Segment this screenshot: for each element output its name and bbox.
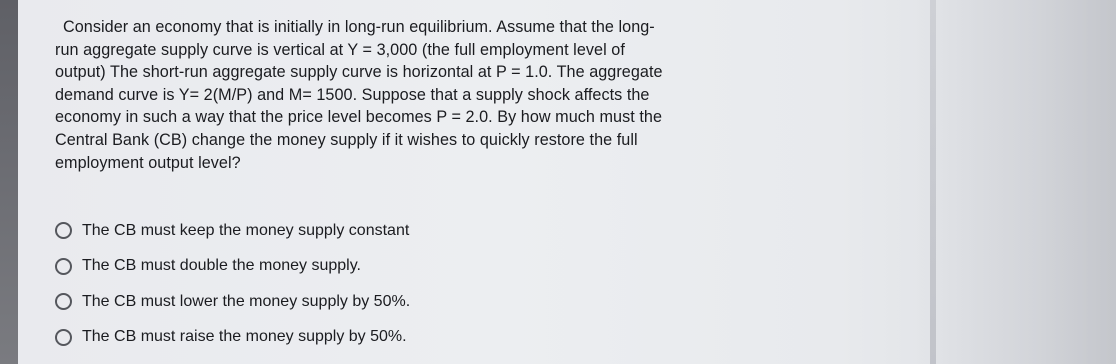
radio-button-icon[interactable] xyxy=(55,258,72,275)
radio-button-icon[interactable] xyxy=(55,293,72,310)
answer-option-label: The CB must double the money supply. xyxy=(82,257,361,274)
question-line-3: output) The short-run aggregate supply curve is horizontal at P = 1.0. The aggregate xyxy=(55,63,663,82)
right-edge-stripe xyxy=(930,0,936,364)
left-edge-bar xyxy=(0,0,18,364)
question-line-4: demand curve is Y= 2(M/P) and M= 1500. Suppose that a supply shock affects the xyxy=(55,85,650,104)
answer-options xyxy=(55,219,575,361)
answer-option-label: The CB must keep the money supply constant xyxy=(82,221,410,239)
question-line-6: Central Bank (CB) change the money supply if it wishes to quickly restore the full xyxy=(55,130,638,149)
answer-option-1[interactable] xyxy=(55,219,575,242)
right-edge-shading xyxy=(916,0,1116,364)
answer-option-label: The CB must raise the money supply by 50%. xyxy=(82,328,407,345)
radio-button-icon[interactable] xyxy=(55,222,72,239)
question-line-7: employment output level? xyxy=(55,153,241,172)
answer-option-label: The CB must lower the money supply by 50%. xyxy=(82,292,411,310)
radio-button-icon[interactable] xyxy=(55,329,72,346)
answer-option-4[interactable] xyxy=(55,326,575,349)
question-text xyxy=(55,16,745,174)
answer-option-2[interactable] xyxy=(55,255,575,278)
question-line-1: Consider an economy that is initially in long-run equilibrium. Assume that the long- xyxy=(63,18,655,36)
question-line-5: economy in such a way that the price level becomes P = 2.0. By how much must the xyxy=(55,108,662,127)
answer-option-3[interactable] xyxy=(55,290,575,313)
question-line-2: run aggregate supply curve is vertical at Y = 3,000 (the full employment level of xyxy=(55,40,625,59)
